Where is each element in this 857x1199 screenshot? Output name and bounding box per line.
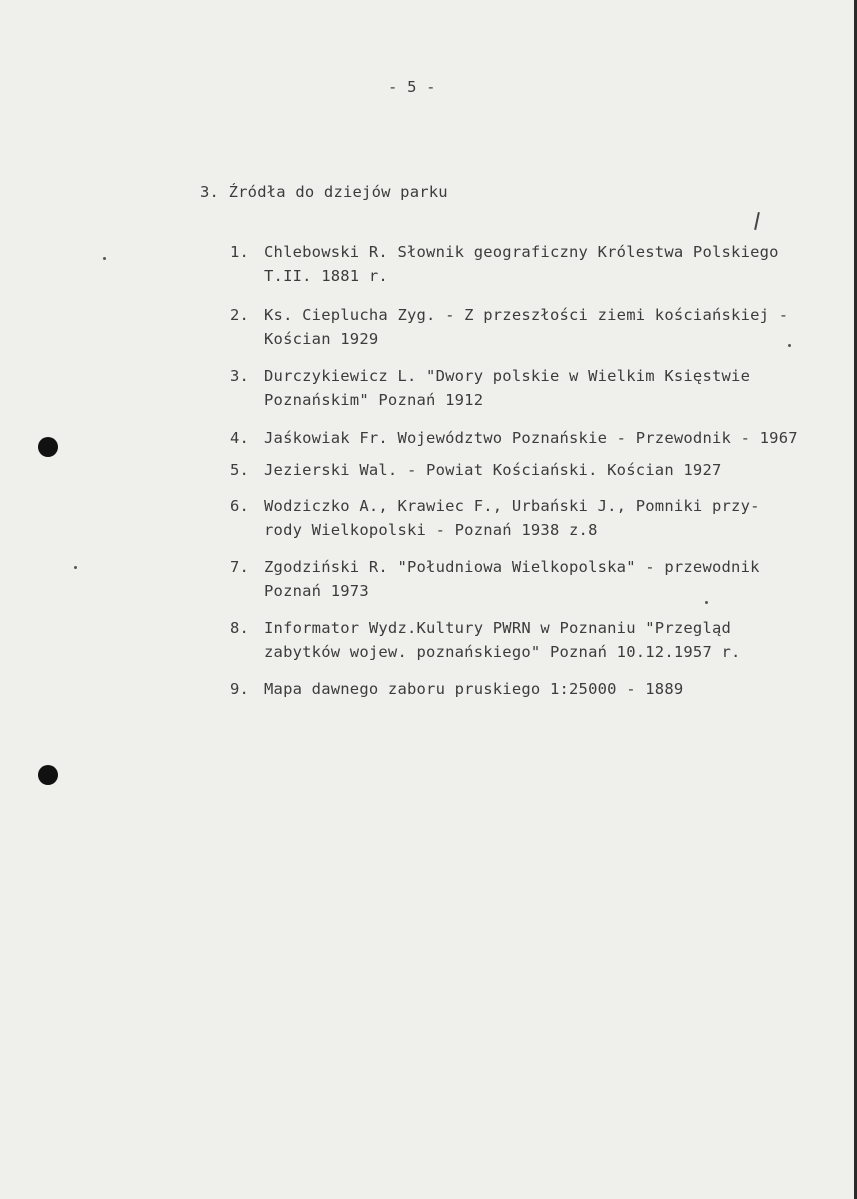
item-text: Wodziczko A., Krawiec F., Urbański J., Pomniki przy- <box>264 497 760 515</box>
item-text: Jaśkowiak Fr. Województwo Poznańskie - Przewodnik - 1967 <box>264 429 798 447</box>
item-text: Chlebowski R. Słownik geograficzny Królestwa Polskiego <box>264 243 779 261</box>
item-text: Jezierski Wal. - Powiat Kościański. Kościan 1927 <box>264 461 722 479</box>
item-number: 5. <box>230 461 250 479</box>
item-number: 3. <box>230 367 250 385</box>
item-text: Mapa dawnego zaboru pruskiego 1:25000 - 1889 <box>264 680 684 698</box>
item-text: rody Wielkopolski - Poznań 1938 z.8 <box>264 521 598 539</box>
paper-speck <box>74 566 77 569</box>
item-text: Durczykiewicz L. "Dwory polskie w Wielkim Księstwie <box>264 367 751 385</box>
pen-mark <box>754 212 760 230</box>
item-text: Informator Wydz.Kultury PWRN w Poznaniu "Przegląd <box>264 619 732 637</box>
item-text: Poznań 1973 <box>264 582 369 600</box>
item-text: Kościan 1929 <box>264 330 379 348</box>
item-text: Zgodziński R. "Południowa Wielkopolska" - przewodnik <box>264 558 760 576</box>
paper-speck <box>788 344 791 347</box>
item-number: 8. <box>230 619 250 637</box>
item-number: 1. <box>230 243 250 261</box>
item-text: Ks. Cieplucha Zyg. - Z przeszłości ziemi kościańskiej - <box>264 306 789 324</box>
punch-hole <box>38 437 58 457</box>
item-number: 9. <box>230 680 250 698</box>
item-number: 6. <box>230 497 250 515</box>
paper-speck <box>103 257 106 260</box>
paper-speck <box>705 601 708 604</box>
section-title: 3. Źródła do dziejów parku <box>200 183 448 201</box>
item-number: 7. <box>230 558 250 576</box>
item-number: 2. <box>230 306 250 324</box>
item-text: Poznańskim" Poznań 1912 <box>264 391 484 409</box>
page-number: - 5 - <box>388 78 436 96</box>
punch-hole <box>38 765 58 785</box>
item-text: T.II. 1881 r. <box>264 267 388 285</box>
item-number: 4. <box>230 429 250 447</box>
item-text: zabytków wojew. poznańskiego" Poznań 10.12.1957 r. <box>264 643 741 661</box>
